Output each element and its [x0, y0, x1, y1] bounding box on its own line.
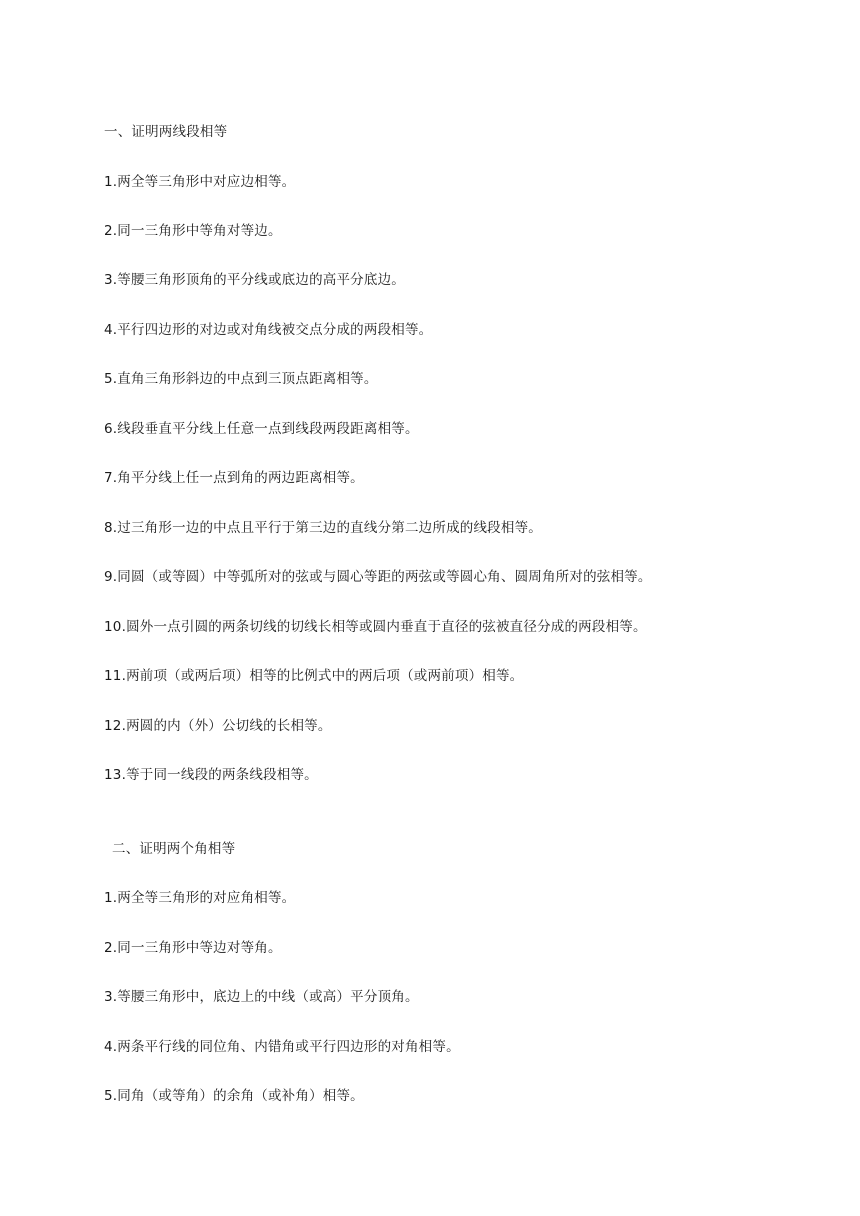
section-1-item-12: 12.两圆的内（外）公切线的长相等。 [104, 718, 332, 734]
section-2-item-1: 1.两全等三角形的对应角相等。 [104, 890, 296, 906]
section-2-item-2: 2.同一三角形中等边对等角。 [104, 940, 282, 956]
section-1-item-8: 8.过三角形一边的中点且平行于第三边的直线分第二边所成的线段相等。 [104, 520, 542, 536]
section-1-item-7: 7.角平分线上任一点到角的两边距离相等。 [104, 470, 364, 486]
section-1-heading: 一、证明两线段相等 [104, 124, 228, 140]
section-2-item-3: 3.等腰三角形中，底边上的中线（或高）平分顶角。 [104, 989, 419, 1005]
section-2-item-4: 4.两条平行线的同位角、内错角或平行四边形的对角相等。 [104, 1039, 460, 1055]
section-2-item-5: 5.同角（或等角）的余角（或补角）相等。 [104, 1088, 364, 1104]
section-1-item-13: 13.等于同一线段的两条线段相等。 [104, 767, 318, 783]
section-1-item-10: 10.圆外一点引圆的两条切线的切线长相等或圆内垂直于直径的弦被直径分成的两段相等。 [104, 619, 647, 635]
section-1-item-5: 5.直角三角形斜边的中点到三顶点距离相等。 [104, 371, 378, 387]
section-1-item-4: 4.平行四边形的对边或对角线被交点分成的两段相等。 [104, 322, 433, 338]
section-1-item-6: 6.线段垂直平分线上任意一点到线段两段距离相等。 [104, 421, 419, 437]
section-2-heading: 二、证明两个角相等 [112, 841, 236, 857]
section-1-item-3: 3.等腰三角形顶角的平分线或底边的高平分底边。 [104, 272, 405, 288]
section-1-item-1: 1.两全等三角形中对应边相等。 [104, 174, 296, 190]
section-1-item-11: 11.两前项（或两后项）相等的比例式中的两后项（或两前项）相等。 [104, 668, 524, 684]
section-1-item-2: 2.同一三角形中等角对等边。 [104, 223, 282, 239]
section-1-item-9: 9.同圆（或等圆）中等弧所对的弦或与圆心等距的两弦或等圆心角、圆周角所对的弦相等。 [104, 569, 652, 585]
